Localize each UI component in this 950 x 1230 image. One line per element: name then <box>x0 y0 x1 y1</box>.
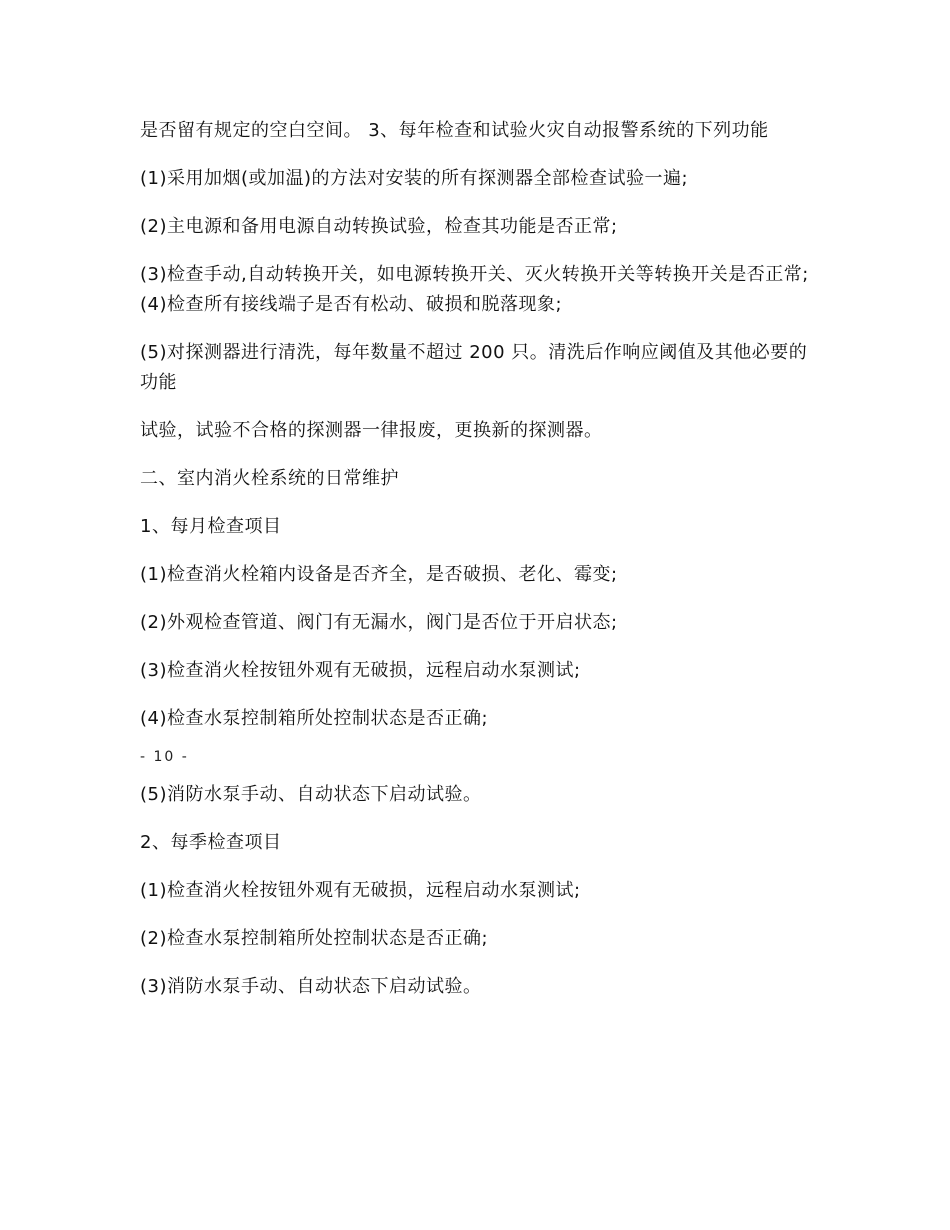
paragraph-17: (3)消防水泵手动、自动状态下启动试验。 <box>140 976 482 997</box>
paragraph-5: (5)对探测器进行清洗，每年数量不超过 200 只。清洗后作响应阈值及其他必要的功能 <box>140 342 808 393</box>
paragraph-13: (5)消防水泵手动、自动状态下启动试验。 <box>140 784 482 805</box>
paragraph-6: 试验，试验不合格的探测器一律报废，更换新的探测器。 <box>140 420 603 441</box>
paragraph-11: (3)检查消火栓按钮外观有无破损，远程启动水泵测试; <box>140 660 581 681</box>
paragraph-2: (1)采用加烟(或加温)的方法对安装的所有探测器全部检查试验一遍; <box>140 168 689 189</box>
subsection-heading-quarterly: 2、每季检查项目 <box>140 832 282 853</box>
section-heading: 二、室内消火栓系统的日常维护 <box>140 468 399 489</box>
paragraph-12: (4)检查水泵控制箱所处控制状态是否正确; <box>140 708 489 729</box>
paragraph-15: (1)检查消火栓按钮外观有无破损，远程启动水泵测试; <box>140 880 581 901</box>
paragraph-3: (2)主电源和备用电源自动转换试验，检查其功能是否正常; <box>140 216 618 237</box>
paragraph-9: (1)检查消火栓箱内设备是否齐全，是否破损、老化、霉变; <box>140 564 618 585</box>
subsection-heading-monthly: 1、每月检查项目 <box>140 516 282 537</box>
document-body <box>140 116 812 1020</box>
paragraph-4: (3)检查手动,自动转换开关，如电源转换开关、灭火转换开关等转换开关是否正常; (4)检查所有接线端子是否有松动、破损和脱落现象; <box>140 264 809 315</box>
paragraph-16: (2)检查水泵控制箱所处控制状态是否正确; <box>140 928 489 949</box>
paragraph-10: (2)外观检查管道、阀门有无漏水，阀门是否位于开启状态; <box>140 612 618 633</box>
page-number: - 10 - <box>140 749 189 765</box>
paragraph-1: 是否留有规定的空白空间。 3、每年检查和试验火灾自动报警系统的下列功能 <box>140 120 769 141</box>
